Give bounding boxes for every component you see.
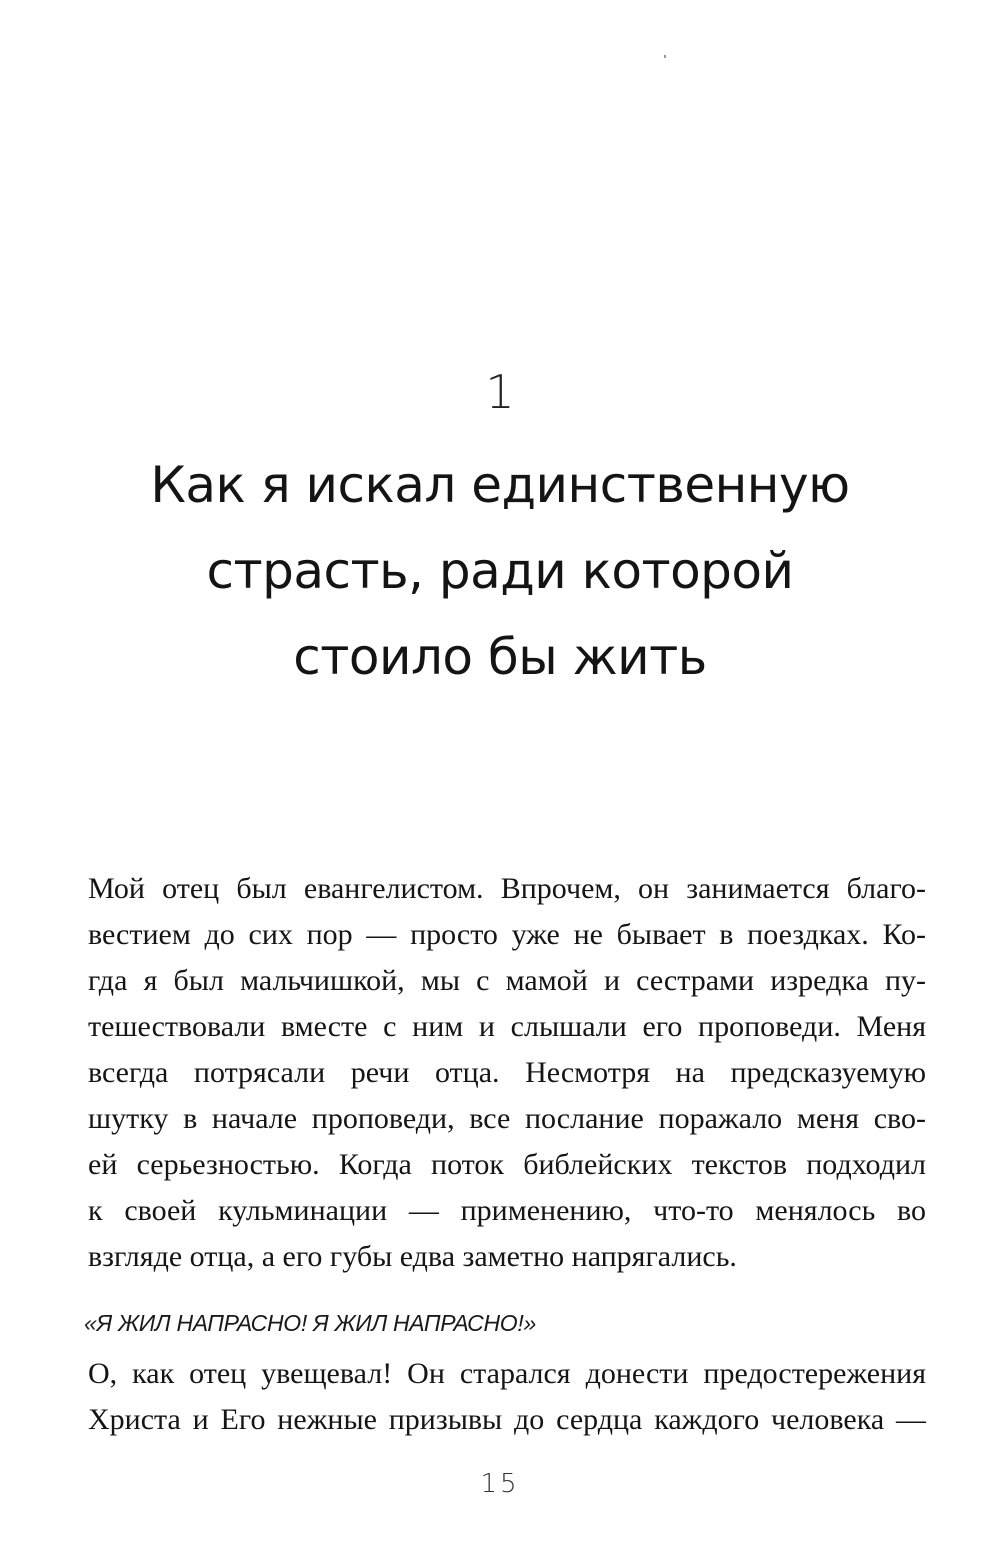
chapter-title-line: стоило бы жить (293, 628, 707, 686)
page-number: 15 (480, 1469, 520, 1499)
text-line: вестием до сих пор — просто уже не бывает в поездках. Ко- (88, 918, 926, 951)
text-line: к своей кульминации — применению, что-то менялось во (88, 1194, 926, 1227)
text-line: шутку в начале проповеди, все послание поражало меня сво- (88, 1102, 926, 1135)
chapter-number: 1 (485, 365, 515, 419)
chapter-title-line: Как я искал единственную (150, 456, 850, 514)
text-line: тешествовали вместе с ним и слышали его проповеди. Меня (88, 1010, 926, 1043)
text-line: Христа и Его нежные призывы до сердца каждого человека — (88, 1403, 926, 1436)
paragraph-2 (88, 1351, 926, 1443)
text-line: всегда потрясали речи отца. Несмотря на предсказуемую (88, 1056, 926, 1089)
chapter-title (60, 442, 940, 700)
quote-line: «Я ЖИЛ НАПРАСНО! Я ЖИЛ НАПРАСНО!» (84, 1310, 536, 1336)
text-line: гда я был мальчишкой, мы с мамой и сестрами изредка пу- (88, 964, 926, 997)
scan-speck (664, 55, 666, 58)
paragraph-1 (88, 866, 926, 1280)
chapter-title-line: страсть, ради которой (206, 542, 794, 600)
text-line: ей серьезностью. Когда поток библейских текстов подходил (88, 1148, 926, 1181)
text-line: О, как отец увещевал! Он старался донести предостережения (88, 1357, 926, 1390)
text-line: Мой отец был евангелистом. Впрочем, он занимается благо- (88, 872, 926, 905)
text-line: взгляде отца, а его губы едва заметно напрягались. (88, 1240, 737, 1273)
